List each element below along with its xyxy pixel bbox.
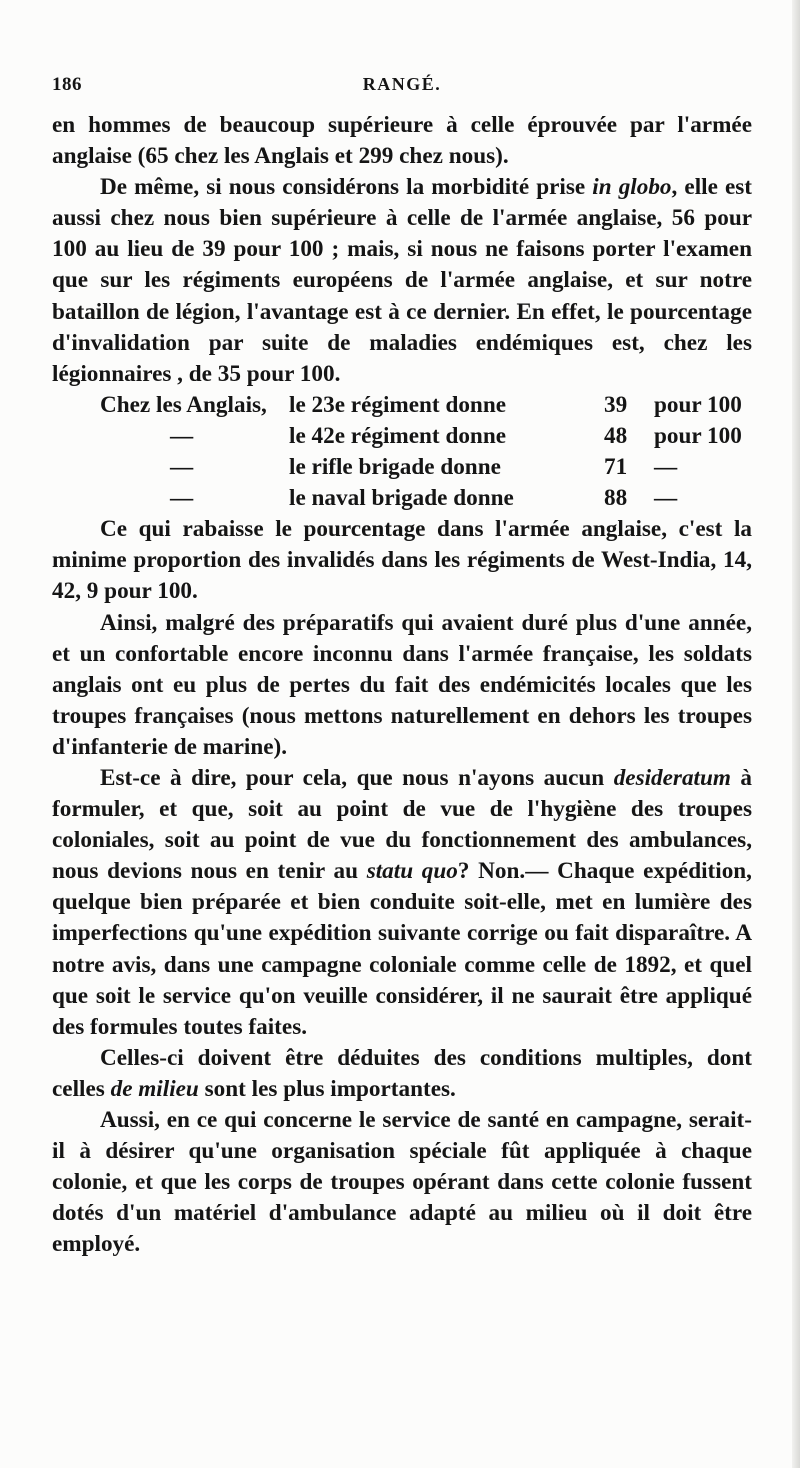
paragraph: [52, 110, 752, 172]
page-edge: [792, 0, 800, 1468]
paragraph-group-before: [52, 110, 752, 390]
italic-phrase: de milieu: [110, 1075, 199, 1102]
paragraph: [52, 763, 752, 1043]
text-run: , elle est aussi chez nous bien supérieure à celle de l'armée anglaise, 56 pour 100 au lieu de 39 pour 100 ; mais, si nous ne faisons porter l'examen que sur les régiments européens de l'armée anglaise, et sur notre bataillon de légion, l'avantage est à ce dernier. En effet, le pourcentage d'invalidation par suite de maladies endémiques est, chez les légionnaires , de 35 pour 100.: [52, 174, 752, 387]
row-unit: —: [654, 485, 678, 512]
row-regiment: le naval brigade donne: [289, 485, 514, 512]
regiment-table: [52, 390, 752, 514]
row-value: 48: [604, 422, 628, 449]
italic-phrase: statu quo: [366, 858, 458, 885]
text-run: en hommes de beaucoup supérieure à celle éprouvée par l'armée anglaise (65 chez les Anglais et 299 chez nous).: [52, 112, 752, 170]
row-regiment: le 42e régiment donne: [289, 422, 507, 449]
text-run: Aussi, en ce qui concerne le service de santé en campagne, serait-il à désirer qu'une organisation spéciale fût appliquée à chaque colonie, et que les corps de troupes opérant dans cette colonie fussent dotés d'un matériel d'ambulance adapté au milieu où il doit être employé.: [52, 1107, 752, 1258]
paragraph: [52, 608, 752, 763]
row-unit: —: [654, 454, 678, 481]
text-run: ? Non.— Chaque expédition, quelque bien préparée et bien conduite soit-elle, met en lumière des imperfections qu'une expédition suivante corrige ou fait disparaître. A notre avis, dans une campagne coloniale comme celle de 1892, et quel que soit le service qu'on veuille considérer, il ne saurait être appliqué des formules toutes faites.: [52, 858, 752, 1040]
table-row: [52, 452, 752, 483]
text-run: Celles-ci doivent être déduites des conditions multiples, dont celles: [52, 1044, 752, 1102]
row-value: 71: [604, 454, 628, 481]
paragraph: [52, 514, 752, 607]
page-number: 186: [52, 74, 82, 95]
row-lead: —: [170, 422, 194, 449]
paragraph-group-after: [52, 514, 752, 1260]
running-head: RANGÉ.: [362, 74, 442, 94]
italic-phrase: in globo: [592, 174, 672, 201]
row-lead: —: [170, 485, 194, 512]
italic-phrase: desideratum: [613, 764, 731, 791]
paragraph: [52, 1043, 752, 1105]
page-body: [52, 110, 752, 1260]
text-run: Ce qui rabaisse le pourcentage dans l'armée anglaise, c'est la minime proportion des invalidés dans les régiments de West-India, 14, 42, 9 pour 100.: [52, 516, 752, 605]
text-run: à formuler, et que, soit au point de vue de l'hygiène des troupes coloniales, soit au point de vue du fonctionnement des ambulances, nous devions nous en tenir au: [52, 764, 753, 885]
table-row: [52, 483, 752, 514]
text-run: Ainsi, malgré des préparatifs qui avaient duré plus d'une année, et un confortable encore inconnu dans l'armée française, les soldats anglais ont eu plus de pertes du fait des endémicités locales que les troupes françaises (nous mettons naturellement en dehors les troupes d'infanterie de marine).: [52, 609, 752, 760]
row-regiment: le rifle brigade donne: [289, 454, 501, 481]
row-value: 88: [604, 485, 628, 512]
row-lead: —: [170, 454, 194, 481]
page-header: [52, 74, 752, 104]
text-run: sont les plus importantes.: [198, 1075, 456, 1102]
paragraph: [52, 1105, 752, 1260]
paragraph: [52, 172, 752, 390]
row-unit: pour 100: [654, 422, 742, 449]
row-regiment: le 23e régiment donne: [289, 391, 507, 418]
row-unit: pour 100: [654, 391, 742, 418]
table-row: [52, 421, 752, 452]
table-row: [52, 390, 752, 421]
row-lead: Chez les Anglais,: [100, 391, 267, 418]
text-run: De même, si nous considérons la morbidité prise: [100, 174, 593, 201]
row-value: 39: [604, 391, 628, 418]
text-run: Est-ce à dire, pour cela, que nous n'ayons aucun: [100, 764, 614, 791]
